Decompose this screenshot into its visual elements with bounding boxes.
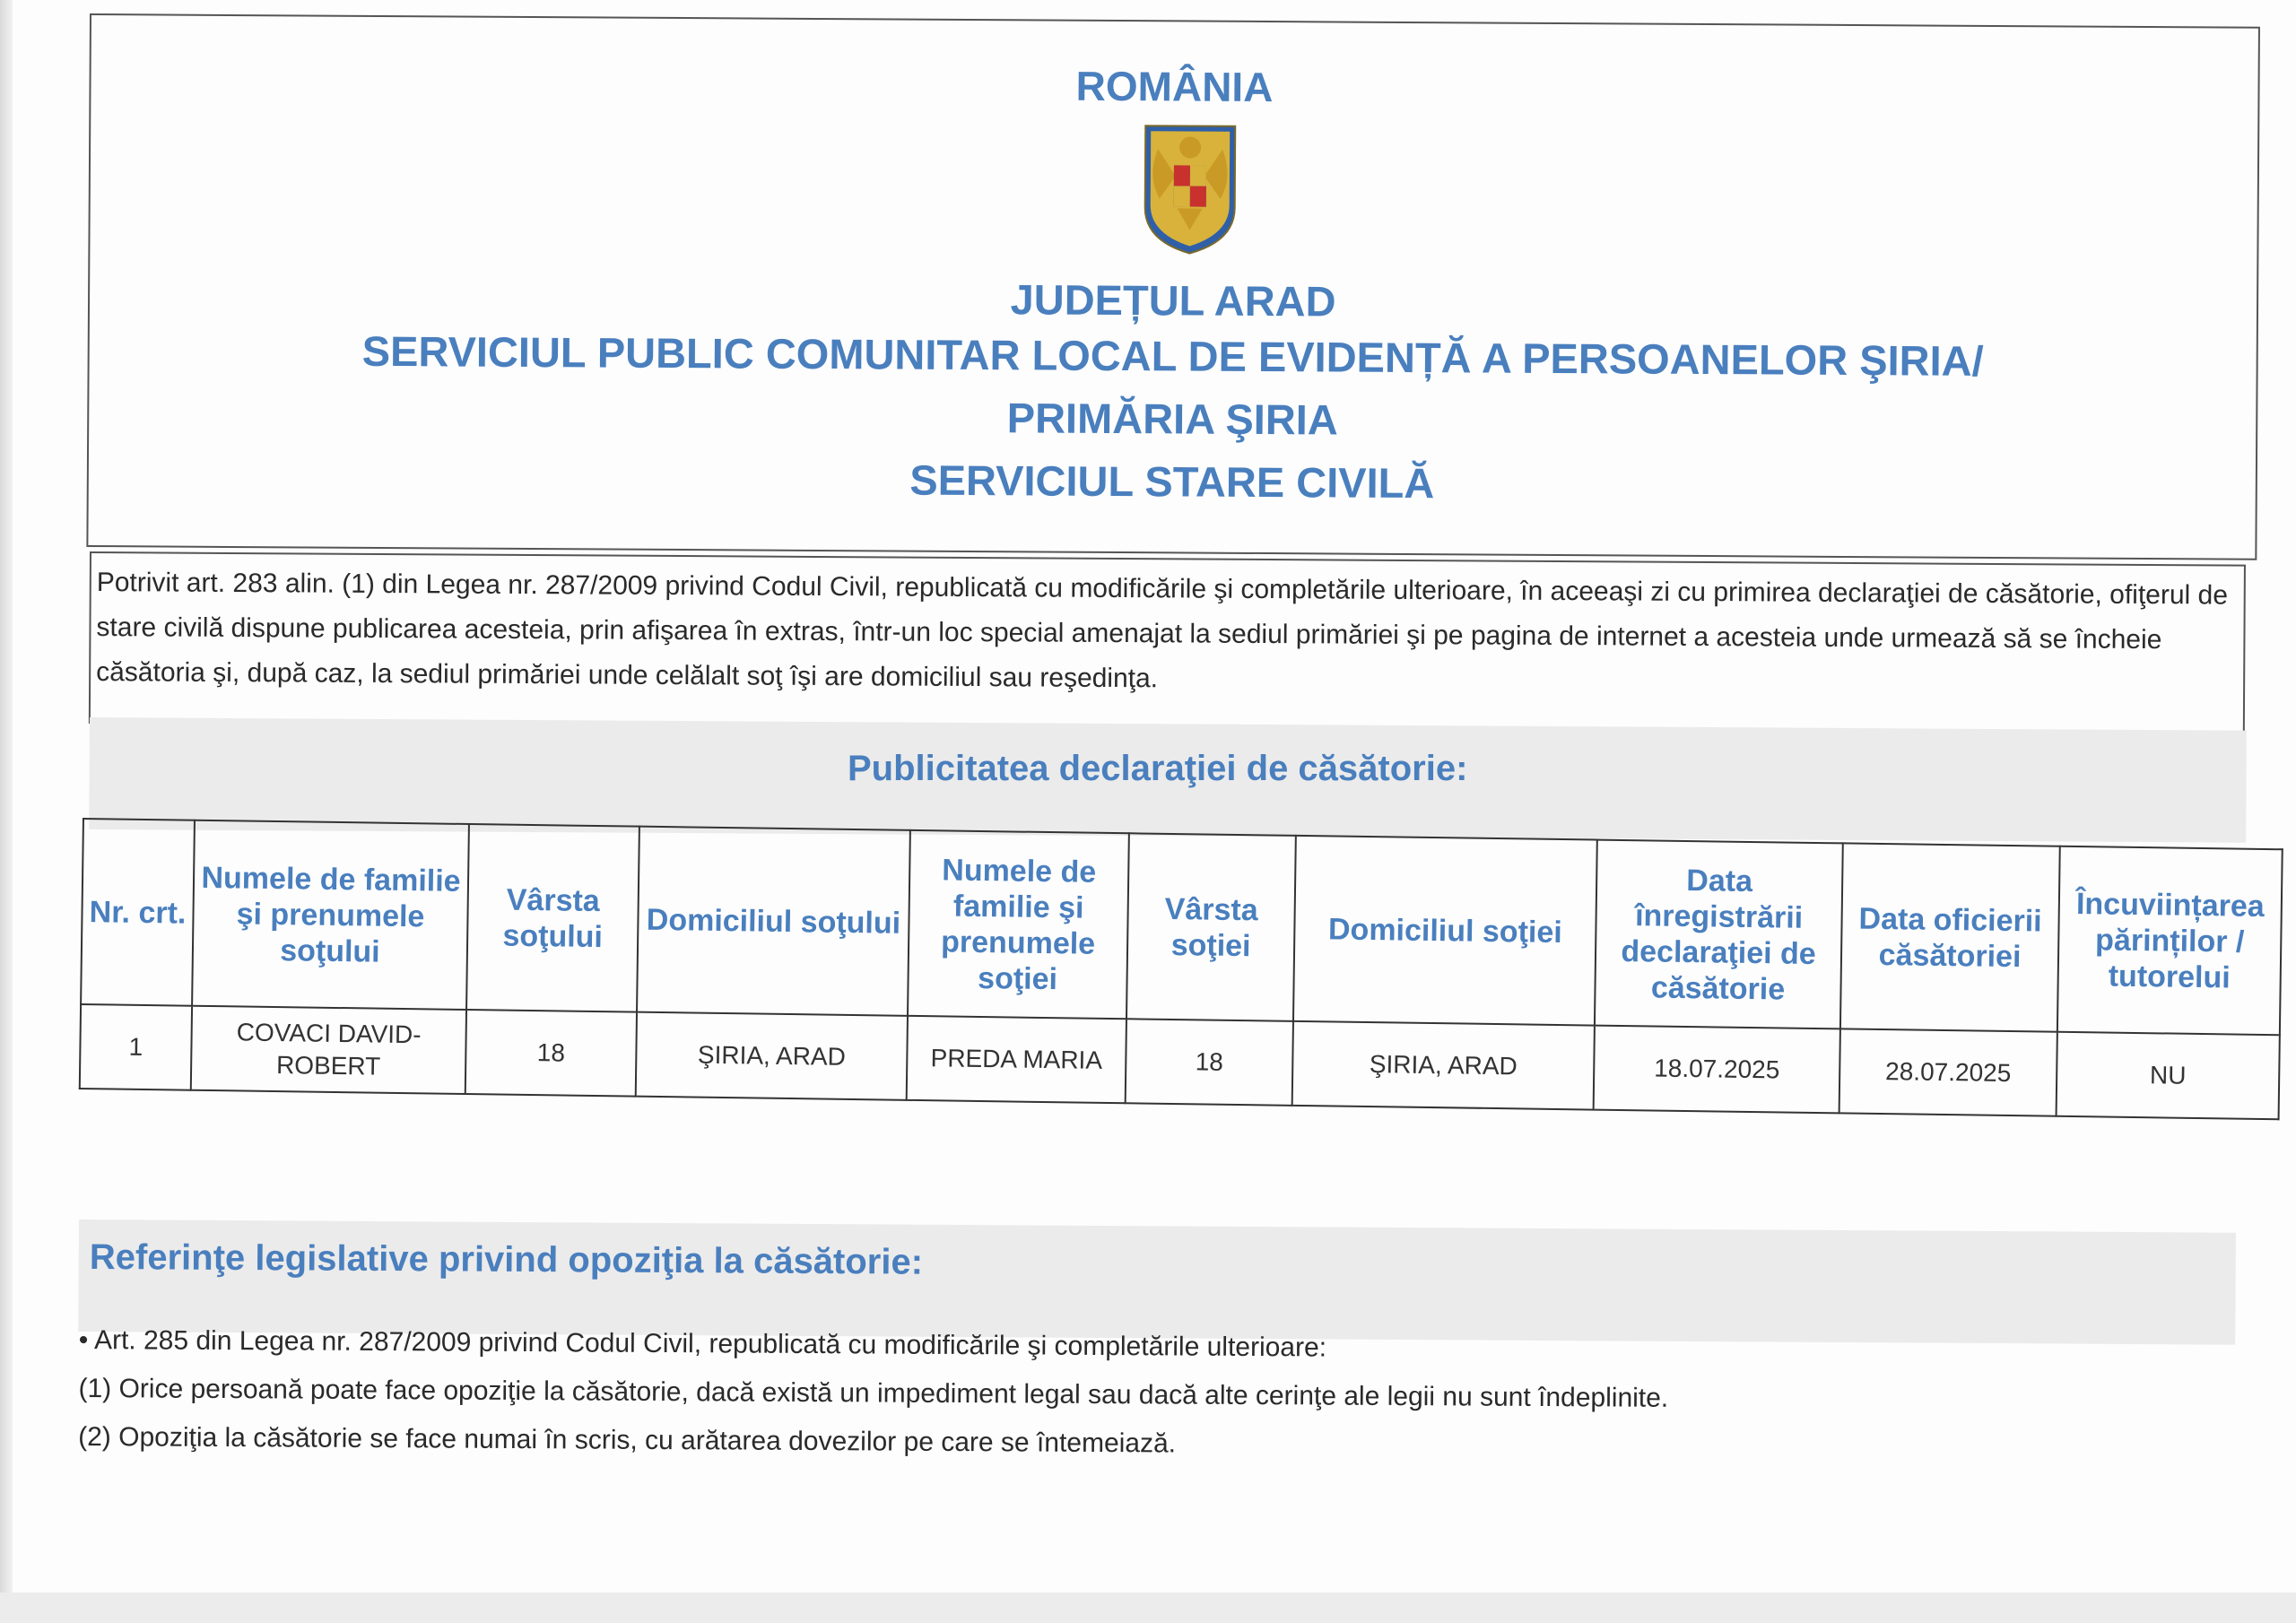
- col-header-registration-date: Data înregistrării declaraţiei de căsătorie: [1595, 840, 1843, 1029]
- publication-table: [79, 818, 2283, 1120]
- col-header-wife-address: Domiciliul soţiei: [1293, 836, 1597, 1026]
- publication-table-wrap: [79, 818, 2283, 1120]
- primaria-heading: PRIMĂRIA ŞIRIA: [1006, 394, 1338, 444]
- col-header-parental-consent: Încuviințarea părinților / tutorelui: [2057, 846, 2283, 1035]
- cell-husband-age: 18: [465, 1010, 637, 1097]
- legal-intro-text: Potrivit art. 283 alin. (1) din Legea nr. 287/2009 privind Codul Civil, republicată cu modificările şi completările ulterioare, în aceeaşi zi cu primirea declaraţiei de căsătorie, ofiţerul de stare civilă dispune publicarea acesteia, prin afişarea în extras, într-un loc special amenajat la sediul primăriei şi pe pagina de internet a acesteia unde urmează să se încheie căsătoria şi, după caz, la sediul primăriei unde celălalt soţ îşi are domiciliul sau reşedinţa.: [96, 568, 2229, 694]
- publication-title: Publicitatea declaraţiei de căsătorie:: [848, 749, 1468, 788]
- col-header-husband-address: Domiciliul soţului: [637, 827, 910, 1016]
- scan-edge: [0, 0, 13, 1623]
- table-header-row: [81, 819, 2283, 1035]
- col-header-wife-name: Numele de familie şi prenumele soţiei: [908, 830, 1129, 1019]
- header-box: [86, 13, 2260, 560]
- civil-status-heading: SERVICIUL STARE CIVILĂ: [909, 456, 1435, 508]
- cell-wife-age: 18: [1126, 1019, 1293, 1106]
- col-header-husband-age: Vârsta soţului: [466, 824, 639, 1012]
- legal-intro-box: [89, 551, 2246, 737]
- col-header-nr: Nr. crt.: [81, 819, 195, 1006]
- cell-wife-name: PREDA MARIA: [907, 1016, 1126, 1103]
- cell-registration-date: 18.07.2025: [1594, 1026, 1840, 1114]
- county-heading: JUDEȚUL ARAD: [1010, 275, 1336, 325]
- references-list: [78, 1316, 2231, 1475]
- col-header-ceremony-date: Data oficierii căsătoriei: [1840, 843, 2060, 1031]
- reference-line: (2) Opoziţia la căsătorie se face numai în scris, cu arătarea dovezilor pe care se întemeiază.: [78, 1421, 1177, 1459]
- col-header-wife-age: Vârsta soţiei: [1126, 833, 1296, 1021]
- service-heading: SERVICIUL PUBLIC COMUNITAR LOCAL DE EVIDENȚĂ A PERSOANELOR ŞIRIA/: [361, 326, 1984, 385]
- cell-husband-name: COVACI DAVID-ROBERT: [191, 1006, 466, 1094]
- cell-parental-consent: NU: [2057, 1032, 2280, 1119]
- references-title: Referinţe legislative privind opoziţia la căsătorie:: [89, 1237, 924, 1282]
- country-heading: ROMÂNIA: [1075, 62, 1274, 111]
- reference-line: (1) Orice persoană poate face opoziţie la căsătorie, dacă există un impediment legal sau dacă alte cerinţe ale legii nu sunt îndeplinite.: [78, 1373, 1669, 1413]
- coat-of-arms-icon: [1139, 122, 1240, 257]
- cell-husband-address: ŞIRIA, ARAD: [636, 1012, 908, 1100]
- reference-line: • Art. 285 din Legea nr. 287/2009 privind Codul Civil, republicată cu modificările şi completările ulterioare:: [78, 1324, 1327, 1363]
- cell-nr: 1: [80, 1004, 192, 1090]
- cell-wife-address: ŞIRIA, ARAD: [1292, 1021, 1595, 1110]
- cell-ceremony-date: 28.07.2025: [1839, 1028, 2057, 1115]
- col-header-husband-name: Numele de familie şi prenumele soţului: [192, 820, 469, 1010]
- scan-bottom-edge: [0, 1593, 2296, 1623]
